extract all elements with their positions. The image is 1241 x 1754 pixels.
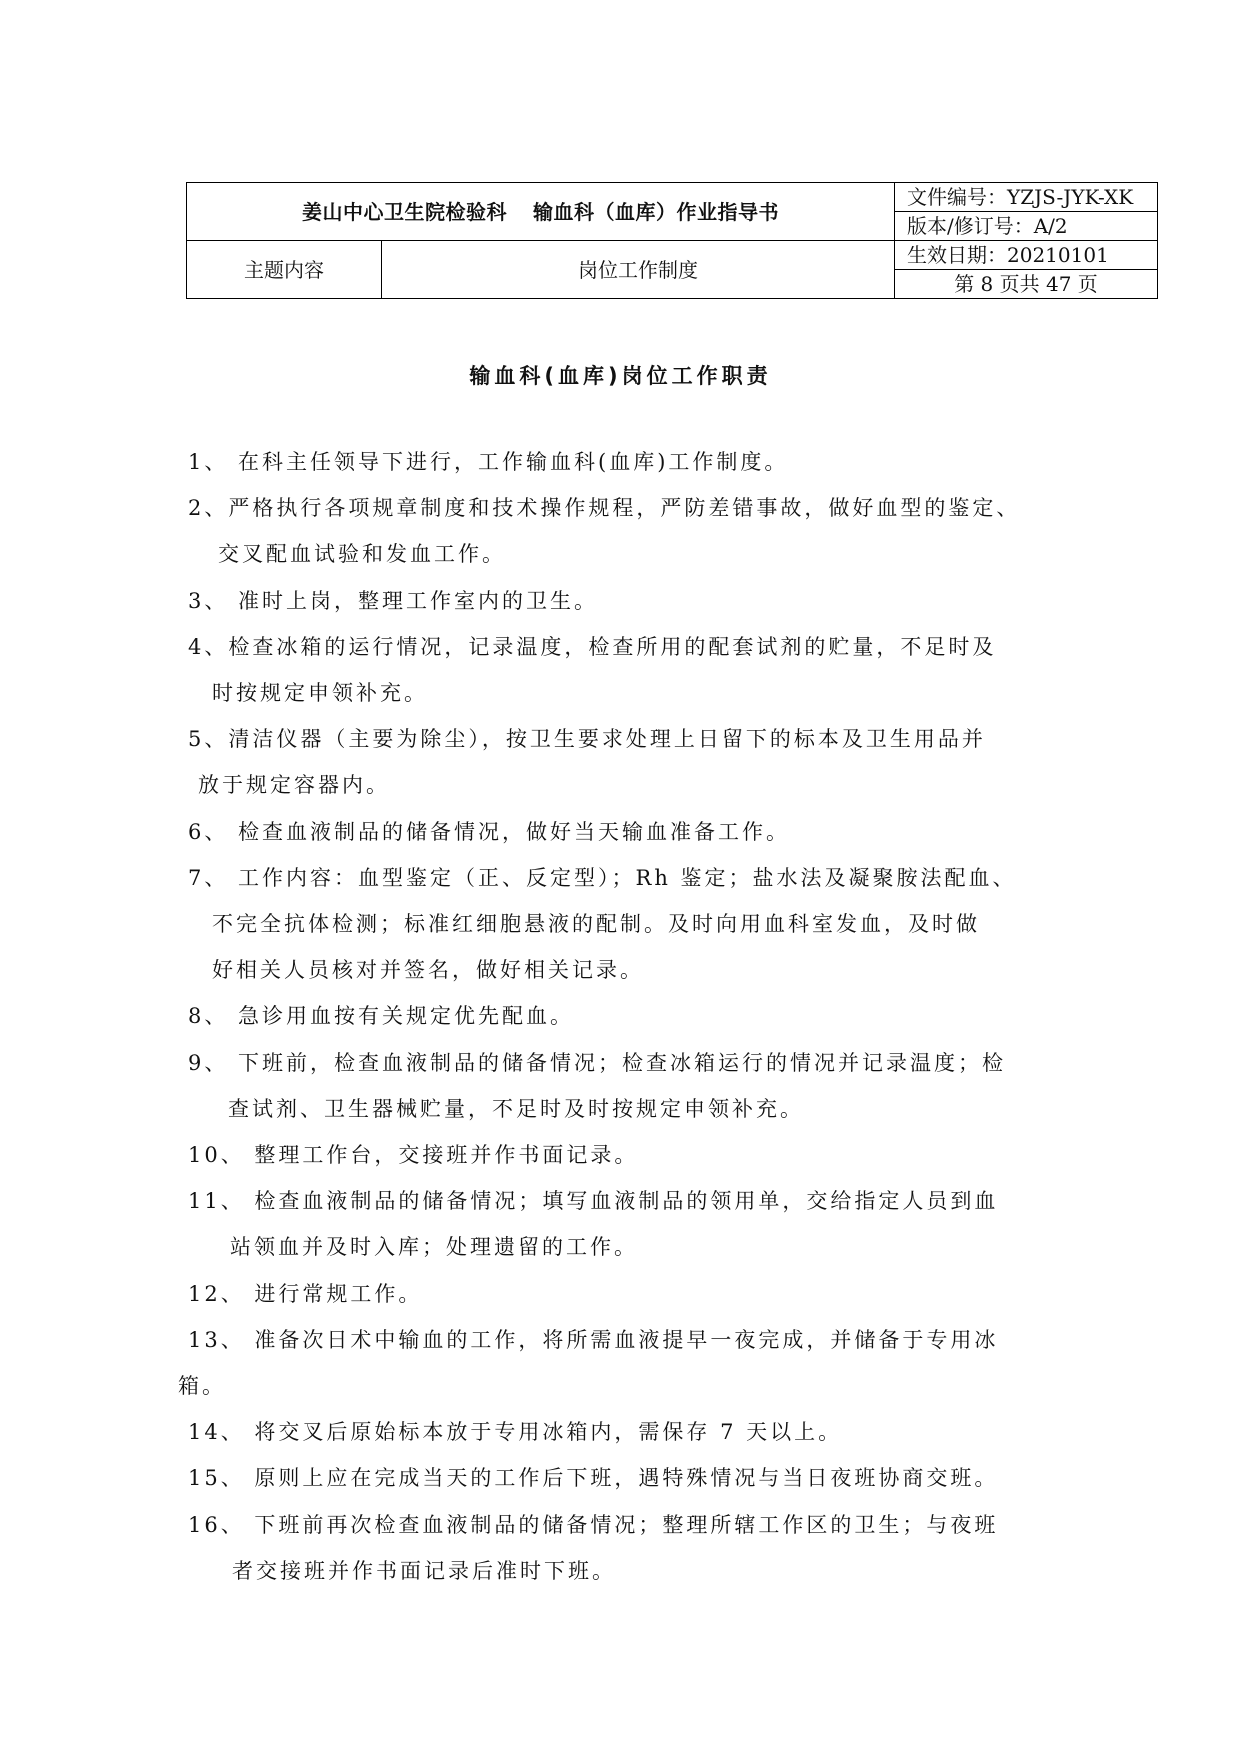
list-item: 4、检查冰箱的运行情况，记录温度，检查所用的配套试剂的贮量，不足时及 <box>188 634 997 659</box>
subject-value: 岗位工作制度 <box>382 241 895 299</box>
list-item: 1、 在科主任领导下进行，工作输血科(血库)工作制度。 <box>188 450 789 474</box>
list-item: 3、 准时上岗，整理工作室内的卫生。 <box>188 588 599 613</box>
list-item: 16、 下班前再次检查血液制品的储备情况；整理所辖工作区的卫生；与夜班 <box>188 1512 999 1537</box>
list-item: 13、 准备次日术中输血的工作，将所需血液提早一夜完成，并储备于专用冰 <box>188 1327 999 1352</box>
list-item: 15、 原则上应在完成当天的工作后下班，遇特殊情况与当日夜班协商交班。 <box>188 1466 999 1491</box>
list-item: 12、 进行常规工作。 <box>188 1281 423 1306</box>
list-item: 14、 将交叉后原始标本放于专用冰箱内，需保存 7 天以上。 <box>188 1420 843 1445</box>
list-item-continuation: 时按规定申领补充。 <box>212 681 428 705</box>
list-item-continuation: 放于规定容器内。 <box>198 773 390 798</box>
list-item: 7、 工作内容：血型鉴定（正、反定型）；Rh 鉴定；盐水法及凝聚胺法配血、 <box>188 865 1017 890</box>
list-item-continuation: 好相关人员核对并签名，做好相关记录。 <box>212 958 644 983</box>
doc-number: 文件编号：YZJS-JYK-XK <box>895 183 1158 212</box>
effective-date: 生效日期：20210101 <box>895 241 1158 270</box>
list-item-continuation: 交叉配血试验和发血工作。 <box>218 542 506 567</box>
list-item: 2、严格执行各项规章制度和技术操作规程，严防差错事故，做好血型的鉴定、 <box>188 496 1021 521</box>
list-item: 9、 下班前，检查血液制品的储备情况；检查冰箱运行的情况并记录温度；检 <box>188 1050 1007 1075</box>
list-item: 8、 急诊用血按有关规定优先配血。 <box>188 1004 575 1029</box>
list-item: 5、清洁仪器（主要为除尘），按卫生要求处理上日留下的标本及卫生用品并 <box>188 727 986 752</box>
list-item: 6、 检查血液制品的储备情况，做好当天输血准备工作。 <box>188 819 791 844</box>
list-item-continuation: 站领血并及时入库；处理遗留的工作。 <box>230 1235 638 1260</box>
list-item-continuation: 者交接班并作书面记录后准时下班。 <box>232 1558 616 1583</box>
subject-label: 主题内容 <box>187 241 382 299</box>
page-info: 第 8 页共 47 页 <box>895 270 1158 299</box>
header-table <box>186 182 1158 299</box>
list-item: 11、 检查血液制品的储备情况；填写血液制品的领用单，交给指定人员到血 <box>188 1189 999 1214</box>
header-title-left: 姜山中心卫生院检验科 <box>302 199 507 224</box>
header-title-right: 输血科（血库）作业指导书 <box>533 199 779 224</box>
version-number: 版本/修订号：A/2 <box>895 212 1158 241</box>
header-title <box>187 183 895 241</box>
list-item-continuation: 不完全抗体检测；标准红细胞悬液的配制。及时向用血科室发血，及时做 <box>212 912 980 936</box>
list-item: 10、 整理工作台，交接班并作书面记录。 <box>188 1143 639 1167</box>
list-item-continuation: 查试剂、卫生器械贮量，不足时及时按规定申领补充。 <box>228 1096 804 1121</box>
list-item-continuation: 箱。 <box>178 1374 226 1398</box>
document-heading: 输血科(血库)岗位工作职责 <box>469 364 772 388</box>
